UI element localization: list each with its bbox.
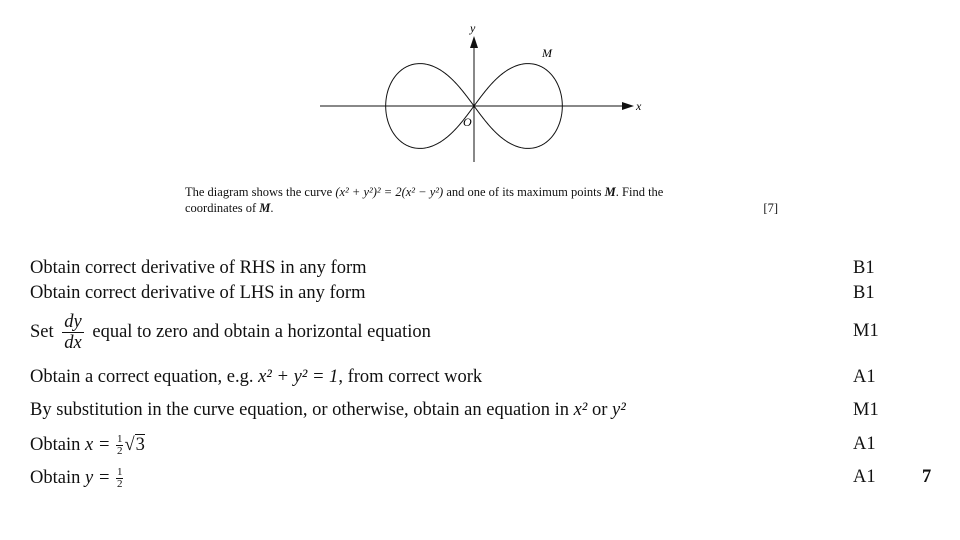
question-text xyxy=(185,184,778,216)
row-prefix: Obtain xyxy=(30,434,81,455)
scheme-row-2 xyxy=(30,283,365,304)
frac-numerator: 1 xyxy=(116,433,123,445)
scheme-row-4 xyxy=(30,367,482,388)
scheme-row-6 xyxy=(30,434,145,457)
y-axis-arrow xyxy=(470,36,478,48)
frac-numerator: dy xyxy=(64,312,82,332)
row-suffix: , from correct work xyxy=(338,367,483,387)
y-axis-label: y xyxy=(470,21,476,35)
frac-denominator: dx xyxy=(64,333,82,353)
row-or: or xyxy=(591,400,608,420)
row-prefix: Set xyxy=(30,321,54,342)
question-end: . Find the xyxy=(615,185,664,199)
row-prefix: Obtain a correct equation, e.g. xyxy=(30,367,254,387)
scheme-row-5 xyxy=(30,400,626,421)
scheme-row-3 xyxy=(30,312,431,353)
y-equals: y = xyxy=(84,467,111,488)
row-prefix: By substitution in the curve equation, or otherwise, obtain an equation in xyxy=(30,400,569,420)
circle-equation: x² + y² = 1 xyxy=(258,367,339,387)
question-prefix: The diagram shows the curve xyxy=(185,185,333,199)
lemniscate-diagram xyxy=(300,10,660,180)
y-squared: y² xyxy=(612,400,626,420)
mark-6: A1 xyxy=(853,434,876,454)
question-marks: [7] xyxy=(763,201,778,215)
frac-numerator: 1 xyxy=(116,466,123,478)
x-squared: x² xyxy=(573,400,588,420)
x-equals: x = xyxy=(84,434,111,455)
row-text: Obtain correct derivative of LHS in any form xyxy=(30,283,366,303)
mark-3: M1 xyxy=(853,321,879,341)
x-axis-arrow xyxy=(622,102,634,110)
row-prefix: Obtain xyxy=(30,467,81,488)
question-line2-end: . xyxy=(270,201,274,215)
question-suffix: and one of its maximum points xyxy=(446,185,602,199)
origin-label: O xyxy=(463,115,472,129)
question-line-2 xyxy=(185,200,778,216)
mark-1: B1 xyxy=(853,258,875,278)
sqrt-symbol: √ xyxy=(124,434,135,455)
mark-7: A1 xyxy=(853,467,876,487)
mark-2: B1 xyxy=(853,283,875,303)
total-marks: 7 xyxy=(922,467,932,487)
question-line-1 xyxy=(185,184,778,200)
mark-5: M1 xyxy=(853,400,879,420)
curve-equation: (x² + y²)² = 2(x² − y²) xyxy=(335,185,444,199)
x-axis-label: x xyxy=(636,99,642,113)
row-suffix: equal to zero and obtain a horizontal equation xyxy=(92,321,431,342)
point-m-label: M xyxy=(542,46,552,60)
mark-4: A1 xyxy=(853,367,876,387)
point-m: M xyxy=(604,185,616,199)
question-line2-text: coordinates of xyxy=(185,201,257,215)
dy-dx-fraction xyxy=(62,312,83,353)
scheme-row-1 xyxy=(30,258,367,279)
frac-denominator: 2 xyxy=(116,445,123,457)
frac-denominator: 2 xyxy=(116,478,123,490)
half-fraction xyxy=(116,434,124,457)
root-value: 3 xyxy=(135,434,145,455)
scheme-row-7 xyxy=(30,467,124,490)
point-m-2: M xyxy=(259,201,271,215)
row-text: Obtain correct derivative of RHS in any form xyxy=(30,258,367,278)
half-fraction xyxy=(116,467,124,490)
